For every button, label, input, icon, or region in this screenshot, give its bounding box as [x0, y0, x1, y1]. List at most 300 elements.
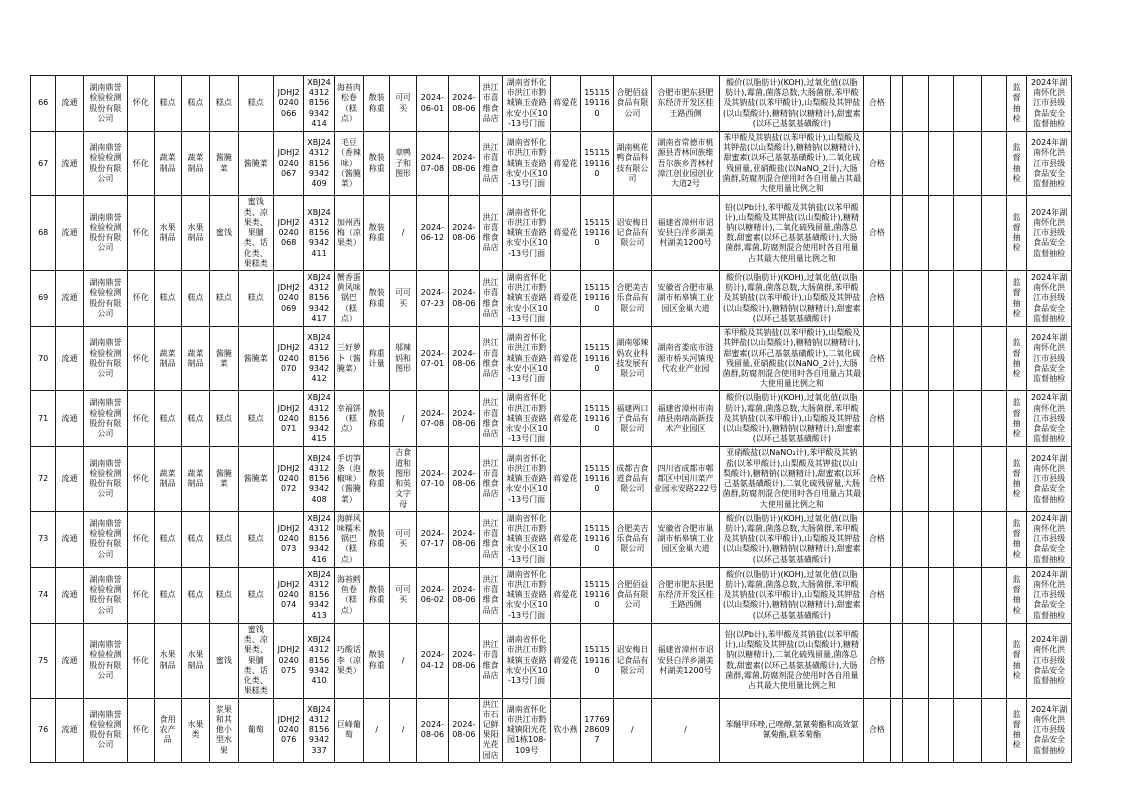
cell-sampling-no: JDHJ20240070: [273, 327, 303, 391]
cell-sampling-no: JDHJ20240067: [273, 132, 303, 196]
cell-manufacturer: 诏安梅日记食品有限公司: [614, 196, 651, 271]
cell-empty-3: [929, 196, 954, 271]
cell-channel: 流通: [56, 567, 83, 623]
cell-store-address: 湖南省怀化市洪江市黔城镇玉壶路永安小区10-13号门面: [502, 567, 551, 623]
cell-category-major: 水果制品: [154, 196, 181, 271]
cell-phone: 15115191160: [580, 327, 613, 391]
table-row: [31, 567, 1072, 623]
cell-sample-no: XBJ24431281569342409: [304, 132, 334, 196]
cell-sample-name: 海鲜风味糯米锅巴（糕点）: [334, 511, 363, 567]
cell-channel: 流通: [56, 511, 83, 567]
cell-store-address: 湖南省怀化市洪江市黔城镇玉壶路永安小区10-13号门面: [502, 511, 551, 567]
cell-contact: 蒋爱花: [551, 391, 580, 447]
cell-task-type: 监督抽检: [1006, 132, 1026, 196]
cell-contact: 蒋爱花: [551, 132, 580, 196]
cell-sampling-no: JDHJ20240072: [273, 447, 303, 511]
cell-empty-1: [890, 623, 902, 698]
table-row: [31, 511, 1072, 567]
cell-seq: 68: [31, 196, 56, 271]
cell-sample-name: 巧酸话李（凉果类）: [334, 623, 363, 698]
cell-store-address: 湖南省怀化市洪江市黔城镇阳光花园1栋108-109号: [502, 698, 551, 762]
cell-manufacturer-address: 福建省漳州市诏安县白洋乡湖美村湖美1200号: [651, 196, 720, 271]
cell-sampling-date: 2024-08-06: [449, 327, 479, 391]
cell-seq: 72: [31, 447, 56, 511]
cell-category-detail: 蜜饯类、凉果类、果脯类、话化类、果糕类: [238, 623, 273, 698]
cell-task-type: 监督抽检: [1006, 391, 1026, 447]
cell-production-date: 2024-06-02: [416, 567, 448, 623]
cell-manufacturer: 诏安梅日记食品有限公司: [614, 623, 651, 698]
cell-agency: 湖南鼎誉检验检测股份有限公司: [83, 196, 128, 271]
cell-task-name: 2024年湖南怀化洪江市县级食品安全监督抽检: [1027, 447, 1072, 511]
cell-task-name: 2024年湖南怀化洪江市县级食品安全监督抽检: [1027, 391, 1072, 447]
cell-spec: 散装称重: [364, 447, 390, 511]
cell-production-date: 2024-08-06: [416, 698, 448, 762]
cell-manufacturer-address: 湖南省常德市桃源县青林回族维吾尔族乡青林村漳江创业园创业大道2号: [651, 132, 720, 196]
cell-spec: 散装称重: [364, 567, 390, 623]
cell-result: 合格: [864, 623, 890, 698]
cell-store-address: 湖南省怀化市洪江市黔城镇玉壶路永安小区10-13号门面: [502, 76, 551, 132]
cell-category-detail: 酱腌菜: [238, 132, 273, 196]
table-row: [31, 698, 1072, 762]
cell-sampling-no: JDHJ20240069: [273, 271, 303, 327]
cell-task-type: 监督抽检: [1006, 698, 1026, 762]
cell-category-sub: 糕点: [181, 391, 209, 447]
cell-contact: 钦小燕: [551, 698, 580, 762]
cell-category-detail: 酱腌菜: [238, 447, 273, 511]
cell-empty-4: [954, 271, 981, 327]
cell-task-name: 2024年湖南怀化洪江市县级食品安全监督抽检: [1027, 196, 1072, 271]
cell-test-items: 苯醚甲环唑,己唑醇,氯氰菊酯和高效氯氰菊酯,联苯菊酯: [720, 698, 864, 762]
cell-city: 怀化: [128, 132, 154, 196]
cell-empty-1: [890, 391, 902, 447]
cell-sample-no: XBJ24431281569342411: [304, 196, 334, 271]
cell-seq: 75: [31, 623, 56, 698]
cell-empty-3: [929, 698, 954, 762]
cell-manufacturer-address: 安徽省合肥市巢湖市柘皋镇工业园区金巢大道: [651, 271, 720, 327]
cell-sampling-date: 2024-08-06: [449, 623, 479, 698]
cell-agency: 湖南鼎誉检验检测股份有限公司: [83, 327, 128, 391]
cell-category-major: 糕点: [154, 271, 181, 327]
cell-empty-4: [954, 567, 981, 623]
cell-empty-5: [981, 271, 1006, 327]
cell-manufacturer: 合肥美吉乐食品有限公司: [614, 271, 651, 327]
cell-category-variety: 浆果和其他小型水果: [210, 698, 238, 762]
cell-spec: 散装称重: [364, 391, 390, 447]
cell-seq: 73: [31, 511, 56, 567]
cell-contact: 蒋爱花: [551, 76, 580, 132]
cell-test-items: 苯甲酸及其钠盐(以苯甲酸计),山梨酸及其钾盐(以山梨酸计),糖精钠(以糖精计),甜蜜素(以环己基氨基磺酸计),二氧化硫残留量,亚硝酸盐(以NaNO_2计),大肠菌群,防腐剂混合使用时各自用量占其最大使用量比例之和: [720, 327, 864, 391]
cell-task-type: 监督抽检: [1006, 511, 1026, 567]
cell-trademark: /: [390, 698, 416, 762]
cell-category-major: 蔬菜制品: [154, 327, 181, 391]
cell-category-detail: 葡萄: [238, 698, 273, 762]
cell-task-name: 2024年湖南怀化洪江市县级食品安全监督抽检: [1027, 698, 1072, 762]
cell-sampling-date: 2024-08-06: [449, 567, 479, 623]
cell-city: 怀化: [128, 698, 154, 762]
cell-empty-1: [890, 511, 902, 567]
cell-production-date: 2024-07-23: [416, 271, 448, 327]
cell-production-date: 2024-07-17: [416, 511, 448, 567]
cell-sampling-no: JDHJ20240073: [273, 511, 303, 567]
cell-manufacturer-address: 合肥市肥东县肥东经济开发区桂王路西侧: [651, 76, 720, 132]
cell-task-name: 2024年湖南怀化洪江市县级食品安全监督抽检: [1027, 271, 1072, 327]
cell-category-variety: 蜜饯: [210, 623, 238, 698]
cell-category-major: 糕点: [154, 76, 181, 132]
cell-category-sub: 水果类: [181, 698, 209, 762]
cell-production-date: 2024-06-01: [416, 76, 448, 132]
cell-sampling-no: JDHJ20240066: [273, 76, 303, 132]
cell-store-address: 湖南省怀化市洪江市黔城镇玉壶路永安小区10-13号门面: [502, 271, 551, 327]
cell-trademark: 可可买: [390, 76, 416, 132]
cell-task-type: 监督抽检: [1006, 196, 1026, 271]
cell-empty-1: [890, 132, 902, 196]
cell-task-name: 2024年湖南怀化洪江市县级食品安全监督抽检: [1027, 76, 1072, 132]
cell-task-name: 2024年湖南怀化洪江市县级食品安全监督抽检: [1027, 327, 1072, 391]
cell-test-items: 酸价(以脂肪计)(KOH),过氧化值(以脂肪计),霉菌,菌落总数,大肠菌群,苯甲酸及其钠盐(以苯甲酸计),山梨酸及其钾盐(以山梨酸计),糖精钠(以糖精计),甜蜜素(以环己基氨基磺酸计): [720, 271, 864, 327]
cell-category-sub: 蔬菜制品: [181, 132, 209, 196]
cell-store-name: 洪江市喜维食品店: [479, 623, 502, 698]
cell-sampling-date: 2024-08-06: [449, 511, 479, 567]
cell-empty-3: [929, 327, 954, 391]
cell-empty-4: [954, 132, 981, 196]
cell-trademark: /: [390, 391, 416, 447]
cell-category-detail: 糕点: [238, 76, 273, 132]
cell-sample-name: 蟹香蛋黄风味锅巴（糕点）: [334, 271, 363, 327]
cell-category-variety: 糕点: [210, 511, 238, 567]
cell-test-items: 酸价(以脂肪计)(KOH),过氧化值(以脂肪计),霉菌,菌落总数,大肠菌群,苯甲酸及其钠盐(以苯甲酸计),山梨酸及其钾盐(以山梨酸计),糖精钠(以糖精计),甜蜜素(以环己基氨基磺酸计): [720, 511, 864, 567]
cell-sample-no: XBJ24431281569342417: [304, 271, 334, 327]
cell-store-name: 洪江市喜维食品店: [479, 196, 502, 271]
cell-production-date: 2024-07-08: [416, 391, 448, 447]
cell-seq: 76: [31, 698, 56, 762]
cell-result: 合格: [864, 271, 890, 327]
table-row: [31, 271, 1072, 327]
cell-category-detail: 糕点: [238, 511, 273, 567]
cell-trademark: 章鸭子和图形: [390, 132, 416, 196]
cell-city: 怀化: [128, 76, 154, 132]
cell-empty-2: [902, 132, 928, 196]
cell-empty-4: [954, 76, 981, 132]
table-row: [31, 76, 1072, 132]
cell-trademark: 可可买: [390, 511, 416, 567]
cell-sampling-date: 2024-08-06: [449, 196, 479, 271]
cell-channel: 流通: [56, 271, 83, 327]
cell-contact: 蒋爱花: [551, 196, 580, 271]
cell-empty-4: [954, 623, 981, 698]
cell-empty-1: [890, 447, 902, 511]
cell-empty-2: [902, 327, 928, 391]
cell-task-type: 监督抽检: [1006, 623, 1026, 698]
cell-category-detail: 蜜饯类、凉果类、果脯类、话化类、果糕类: [238, 196, 273, 271]
cell-empty-3: [929, 447, 954, 511]
cell-empty-2: [902, 447, 928, 511]
cell-sampling-no: JDHJ20240071: [273, 391, 303, 447]
cell-store-name: 洪江市喜维食品店: [479, 76, 502, 132]
cell-store-name: 洪江市喜维食品店: [479, 391, 502, 447]
cell-spec: 散装称重: [364, 76, 390, 132]
cell-city: 怀化: [128, 511, 154, 567]
cell-manufacturer-address: 福建省漳州市诏安县白洋乡湖美村湖美1200号: [651, 623, 720, 698]
cell-sampling-date: 2024-08-06: [449, 271, 479, 327]
cell-empty-2: [902, 76, 928, 132]
cell-empty-1: [890, 567, 902, 623]
cell-sampling-date: 2024-08-06: [449, 132, 479, 196]
cell-city: 怀化: [128, 391, 154, 447]
cell-category-sub: 糕点: [181, 511, 209, 567]
cell-task-type: 监督抽检: [1006, 447, 1026, 511]
cell-empty-2: [902, 698, 928, 762]
cell-seq: 71: [31, 391, 56, 447]
cell-sample-no: XBJ24431281569342415: [304, 391, 334, 447]
cell-empty-4: [954, 698, 981, 762]
cell-empty-5: [981, 623, 1006, 698]
cell-task-name: 2024年湖南怀化洪江市县级食品安全监督抽检: [1027, 132, 1072, 196]
cell-contact: 蒋爱花: [551, 327, 580, 391]
cell-contact: 蒋爱花: [551, 511, 580, 567]
cell-empty-1: [890, 196, 902, 271]
cell-empty-4: [954, 391, 981, 447]
cell-manufacturer: 湖南桃花鸭食品科技有限公司: [614, 132, 651, 196]
cell-empty-3: [929, 511, 954, 567]
cell-test-items: 酸价(以脂肪计)(KOH),过氧化值(以脂肪计),霉菌,菌落总数,大肠菌群,苯甲酸及其钠盐(以苯甲酸计),山梨酸及其钾盐(以山梨酸计),糖精钠(以糖精计),甜蜜素(以环己基氨基磺酸计): [720, 567, 864, 623]
cell-sampling-no: JDHJ20240075: [273, 623, 303, 698]
cell-production-date: 2024-07-10: [416, 447, 448, 511]
cell-result: 合格: [864, 76, 890, 132]
cell-test-items: 酸价(以脂肪计)(KOH),过氧化值(以脂肪计),霉菌,菌落总数,大肠菌群,苯甲酸及其钠盐(以苯甲酸计),山梨酸及其钾盐(以山梨酸计),糖精钠(以糖精计),甜蜜素(以环己基氨基磺酸计): [720, 391, 864, 447]
cell-city: 怀化: [128, 623, 154, 698]
cell-phone: 15115191160: [580, 132, 613, 196]
cell-spec: 称重计量: [364, 327, 390, 391]
cell-category-major: 糕点: [154, 567, 181, 623]
cell-sample-name: 巨峰葡萄: [334, 698, 363, 762]
cell-city: 怀化: [128, 567, 154, 623]
cell-production-date: 2024-04-12: [416, 623, 448, 698]
cell-category-variety: 糕点: [210, 271, 238, 327]
cell-empty-5: [981, 567, 1006, 623]
cell-category-major: 食用农产品: [154, 698, 181, 762]
cell-category-major: 蔬菜制品: [154, 447, 181, 511]
table-row: [31, 132, 1072, 196]
cell-store-name: 洪江市喜维食品店: [479, 132, 502, 196]
cell-empty-5: [981, 447, 1006, 511]
cell-store-address: 湖南省怀化市洪江市黔城镇玉壶路永安小区10-13号门面: [502, 132, 551, 196]
cell-phone: 15115191160: [580, 623, 613, 698]
cell-channel: 流通: [56, 327, 83, 391]
cell-agency: 湖南鼎誉检验检测股份有限公司: [83, 391, 128, 447]
cell-sampling-no: JDHJ20240068: [273, 196, 303, 271]
cell-empty-5: [981, 698, 1006, 762]
cell-category-variety: 酱腌菜: [210, 327, 238, 391]
cell-task-type: 监督抽检: [1006, 271, 1026, 327]
cell-sampling-no: JDHJ20240076: [273, 698, 303, 762]
cell-category-sub: 糕点: [181, 76, 209, 132]
cell-sample-name: 海苔鳕鱼卷（糕点）: [334, 567, 363, 623]
cell-agency: 湖南鼎誉检验检测股份有限公司: [83, 698, 128, 762]
cell-category-variety: 酱腌菜: [210, 132, 238, 196]
cell-phone: 15115191160: [580, 447, 613, 511]
cell-sampling-date: 2024-08-06: [449, 76, 479, 132]
cell-empty-1: [890, 76, 902, 132]
cell-category-major: 糕点: [154, 391, 181, 447]
cell-task-name: 2024年湖南怀化洪江市县级食品安全监督抽检: [1027, 567, 1072, 623]
cell-task-type: 监督抽检: [1006, 567, 1026, 623]
cell-result: 合格: [864, 391, 890, 447]
cell-category-detail: 糕点: [238, 567, 273, 623]
cell-phone: 15115191160: [580, 511, 613, 567]
cell-result: 合格: [864, 511, 890, 567]
cell-channel: 流通: [56, 623, 83, 698]
cell-manufacturer: 合肥佰益食品有限公司: [614, 567, 651, 623]
cell-agency: 湖南鼎誉检验检测股份有限公司: [83, 132, 128, 196]
cell-manufacturer-address: 合肥市肥东县肥东经济开发区桂王路西侧: [651, 567, 720, 623]
cell-empty-3: [929, 76, 954, 132]
table-row: [31, 196, 1072, 271]
cell-spec: 散装称重: [364, 623, 390, 698]
cell-result: 合格: [864, 567, 890, 623]
cell-empty-2: [902, 196, 928, 271]
cell-sampling-date: 2024-08-06: [449, 447, 479, 511]
cell-manufacturer: 福建两口子食品有限公司: [614, 391, 651, 447]
cell-phone: 15115191160: [580, 196, 613, 271]
cell-production-date: 2024-06-12: [416, 196, 448, 271]
cell-task-type: 监督抽检: [1006, 76, 1026, 132]
cell-sample-name: 三好萝卜（酱腌菜）: [334, 327, 363, 391]
cell-task-type: 监督抽检: [1006, 327, 1026, 391]
cell-store-name: 洪江市石记鲜果阳光花园店: [479, 698, 502, 762]
cell-sample-no: XBJ24431281569342416: [304, 511, 334, 567]
cell-contact: 蒋爱花: [551, 623, 580, 698]
cell-production-date: 2024-07-01: [416, 327, 448, 391]
cell-category-sub: 蔬菜制品: [181, 327, 209, 391]
cell-channel: 流通: [56, 698, 83, 762]
cell-agency: 湖南鼎誉检验检测股份有限公司: [83, 511, 128, 567]
cell-seq: 74: [31, 567, 56, 623]
cell-category-sub: 蔬菜制品: [181, 447, 209, 511]
cell-test-items: 铅(以Pb计),苯甲酸及其钠盐(以苯甲酸计),山梨酸及其钾盐(以山梨酸计),糖精钠(以糖精计),二氧化硫残留量,菌落总数,甜蜜素(以环己基氨基磺酸计),大肠菌群,霉菌,防腐剂混合使用时各自用量占其最大使用量比例之和: [720, 196, 864, 271]
cell-phone: 15115191160: [580, 567, 613, 623]
cell-store-address: 湖南省怀化市洪江市黔城镇玉壶路永安小区10-13号门面: [502, 327, 551, 391]
cell-empty-4: [954, 327, 981, 391]
cell-store-name: 洪江市喜维食品店: [479, 271, 502, 327]
cell-spec: 散装称重: [364, 511, 390, 567]
cell-empty-5: [981, 132, 1006, 196]
cell-empty-2: [902, 623, 928, 698]
cell-trademark: 吉食道和图形和英文字母: [390, 447, 416, 511]
cell-production-date: 2024-07-08: [416, 132, 448, 196]
cell-sample-no: XBJ24431281569342337: [304, 698, 334, 762]
cell-sample-name: 手切笋条（泡椒味）（酱腌菜）: [334, 447, 363, 511]
cell-seq: 67: [31, 132, 56, 196]
cell-manufacturer-address: 湖南省娄底市涟源市桥头河镇现代农业产业园: [651, 327, 720, 391]
cell-sample-name: 幸福饼（糕点）: [334, 391, 363, 447]
cell-empty-4: [954, 196, 981, 271]
cell-task-name: 2024年湖南怀化洪江市县级食品安全监督抽检: [1027, 623, 1072, 698]
cell-agency: 湖南鼎誉检验检测股份有限公司: [83, 623, 128, 698]
cell-store-address: 湖南省怀化市洪江市黔城镇玉壶路永安小区10-13号门面: [502, 196, 551, 271]
cell-empty-2: [902, 511, 928, 567]
cell-empty-2: [902, 391, 928, 447]
cell-empty-2: [902, 271, 928, 327]
cell-result: 合格: [864, 327, 890, 391]
cell-result: 合格: [864, 196, 890, 271]
cell-agency: 湖南鼎誉检验检测股份有限公司: [83, 567, 128, 623]
cell-manufacturer-address: 四川省成都市郫都区中国川菜产业园永安路222号: [651, 447, 720, 511]
cell-city: 怀化: [128, 327, 154, 391]
cell-empty-3: [929, 567, 954, 623]
cell-trademark: /: [390, 196, 416, 271]
cell-empty-5: [981, 391, 1006, 447]
cell-empty-5: [981, 511, 1006, 567]
cell-sampling-no: JDHJ20240074: [273, 567, 303, 623]
cell-store-name: 洪江市喜维食品店: [479, 447, 502, 511]
cell-trademark: 可可买: [390, 271, 416, 327]
cell-store-name: 洪江市喜维食品店: [479, 327, 502, 391]
cell-agency: 湖南鼎誉检验检测股份有限公司: [83, 76, 128, 132]
cell-manufacturer-address: 福建省漳州市南靖县南靖高新技术产业园区: [651, 391, 720, 447]
cell-sample-no: XBJ24431281569342410: [304, 623, 334, 698]
cell-sample-name: 海苔肉松卷（糕点）: [334, 76, 363, 132]
cell-test-items: 铅(以Pb计),苯甲酸及其钠盐(以苯甲酸计),山梨酸及其钾盐(以山梨酸计),糖精钠(以糖精计),二氧化硫残留量,菌落总数,甜蜜素(以环己基氨基磺酸计),大肠菌群,霉菌,防腐剂混合使用时各自用量占其最大使用量比例之和: [720, 623, 864, 698]
cell-test-items: 苯甲酸及其钠盐(以苯甲酸计),山梨酸及其钾盐(以山梨酸计),糖精钠(以糖精计),甜蜜素(以环己基氨基磺酸计),二氧化硫残留量,亚硝酸盐(以NaNO_2计),大肠菌群,防腐剂混合使用时各自用量占其最大使用量比例之和: [720, 132, 864, 196]
inspection-table-body: [31, 76, 1072, 763]
cell-category-detail: 糕点: [238, 391, 273, 447]
cell-phone: 15115191160: [580, 271, 613, 327]
inspection-table: [30, 75, 1072, 763]
cell-empty-4: [954, 511, 981, 567]
cell-sample-name: 毛豆（香辣味）（酱腌菜）: [334, 132, 363, 196]
cell-city: 怀化: [128, 196, 154, 271]
cell-empty-3: [929, 391, 954, 447]
cell-empty-5: [981, 327, 1006, 391]
cell-manufacturer: /: [614, 698, 651, 762]
cell-city: 怀化: [128, 447, 154, 511]
cell-channel: 流通: [56, 447, 83, 511]
cell-category-variety: 糕点: [210, 76, 238, 132]
table-row: [31, 391, 1072, 447]
cell-phone: 15115191160: [580, 391, 613, 447]
cell-contact: 蒋爱花: [551, 567, 580, 623]
cell-category-sub: 水果制品: [181, 623, 209, 698]
cell-manufacturer-address: 安徽省合肥市巢湖市柘皋镇工业园区金巢大道: [651, 511, 720, 567]
cell-channel: 流通: [56, 132, 83, 196]
cell-empty-5: [981, 196, 1006, 271]
cell-empty-1: [890, 698, 902, 762]
cell-trademark: 可可买: [390, 567, 416, 623]
cell-test-items: 酸价(以脂肪计)(KOH),过氧化值(以脂肪计),霉菌,菌落总数,大肠菌群,苯甲酸及其钠盐(以苯甲酸计),山梨酸及其钾盐(以山梨酸计),糖精钠(以糖精计),甜蜜素(以环己基氨基磺酸计): [720, 76, 864, 132]
cell-phone: 17769286097: [580, 698, 613, 762]
cell-seq: 70: [31, 327, 56, 391]
cell-category-variety: 蜜饯: [210, 196, 238, 271]
cell-seq: 66: [31, 76, 56, 132]
cell-sample-no: XBJ24431281569342408: [304, 447, 334, 511]
cell-category-major: 蔬菜制品: [154, 132, 181, 196]
cell-task-name: 2024年湖南怀化洪江市县级食品安全监督抽检: [1027, 511, 1072, 567]
cell-store-address: 湖南省怀化市洪江市黔城镇玉壶路永安小区10-13号门面: [502, 623, 551, 698]
cell-result: 合格: [864, 447, 890, 511]
cell-empty-3: [929, 623, 954, 698]
cell-manufacturer: 合肥佰益食品有限公司: [614, 76, 651, 132]
cell-category-detail: 酱腌菜: [238, 327, 273, 391]
table-row: [31, 447, 1072, 511]
cell-category-sub: 糕点: [181, 567, 209, 623]
cell-category-detail: 糕点: [238, 271, 273, 327]
cell-trademark: /: [390, 623, 416, 698]
cell-category-sub: 糕点: [181, 271, 209, 327]
cell-channel: 流通: [56, 76, 83, 132]
cell-spec: 散装称重: [364, 196, 390, 271]
cell-test-items: 亚硝酸盐(以NaNO₂计),苯甲酸及其钠盐(以苯甲酸计),山梨酸及其钾盐(以山梨酸计),糖精钠(以糖精计),甜蜜素(以环己基氨基磺酸计),二氧化硫残留量,大肠菌群,防腐剂混合使用时各自用量占其最大使用量比例之和: [720, 447, 864, 511]
cell-manufacturer: 成都吉食道食品有限公司: [614, 447, 651, 511]
